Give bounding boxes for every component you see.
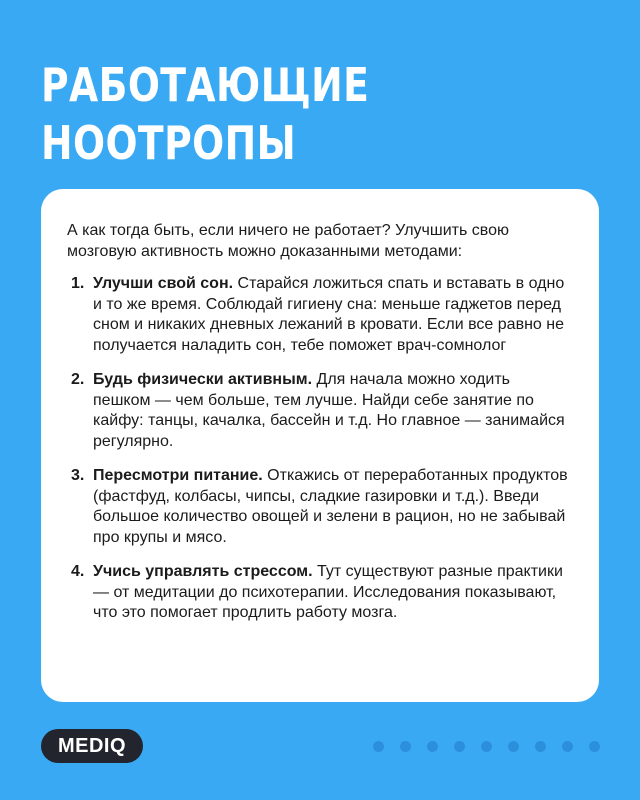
item-heading: Пересмотри питание.	[93, 467, 263, 484]
item-text: Старайся ложиться спать и вставать в одно и то же время. Соблюдай гигиену сна: меньше гаджетов перед сном и никаких дневных лежаний в кровати. Если все равно не получается наладить сон, тебе поможет врач-сомнолог	[93, 275, 565, 354]
item-number: 3.	[71, 467, 85, 484]
item-heading: Будь физически активным.	[93, 371, 313, 388]
pagination-dot[interactable]	[508, 741, 519, 752]
content-card	[41, 189, 599, 702]
pagination-dot[interactable]	[427, 741, 438, 752]
item-text: Тут существуют разные практики — от медитации до психотерапии. Исследования показывают, что это помогает продлить работу мозга.	[93, 563, 563, 621]
item-heading: Улучши свой сон.	[93, 275, 234, 292]
item-number: 4.	[71, 563, 85, 580]
pagination-dots	[373, 741, 600, 752]
list-item	[67, 466, 571, 548]
pagination-dot[interactable]	[535, 741, 546, 752]
list-item	[67, 274, 571, 356]
item-number: 2.	[71, 371, 85, 388]
pagination-dot[interactable]	[454, 741, 465, 752]
title-line-2: НООТРОПЫ	[41, 116, 297, 170]
item-number: 1.	[71, 275, 85, 292]
item-text: Для начала можно ходить пешком — чем больше, тем лучше. Найди себе занятие по кайфу: танцы, качалка, бассейн и т.д. Но главное — занимайся регулярно.	[93, 371, 565, 450]
item-text: Откажись от переработанных продуктов (фастфуд, колбасы, чипсы, сладкие газировки и т.д.). Введи большое количество овощей и зелени в рацион, но не забывай про крупы и мясо.	[93, 467, 568, 546]
list-item	[67, 370, 571, 452]
list-item	[67, 562, 571, 624]
intro-text: А как тогда быть, если ничего не работает? Улучшить свою мозговую активность можно доказанными методами:	[67, 222, 509, 260]
pagination-dot[interactable]	[373, 741, 384, 752]
mediq-logo: MEDIQ	[41, 729, 143, 763]
pagination-dot[interactable]	[481, 741, 492, 752]
pagination-dot[interactable]	[562, 741, 573, 752]
pagination-dot[interactable]	[589, 741, 600, 752]
pagination-dot[interactable]	[400, 741, 411, 752]
page-title	[41, 56, 369, 172]
title-line-1: РАБОТАЮЩИЕ	[41, 58, 370, 112]
item-heading: Учись управлять стрессом.	[93, 563, 313, 580]
methods-list	[67, 274, 571, 624]
